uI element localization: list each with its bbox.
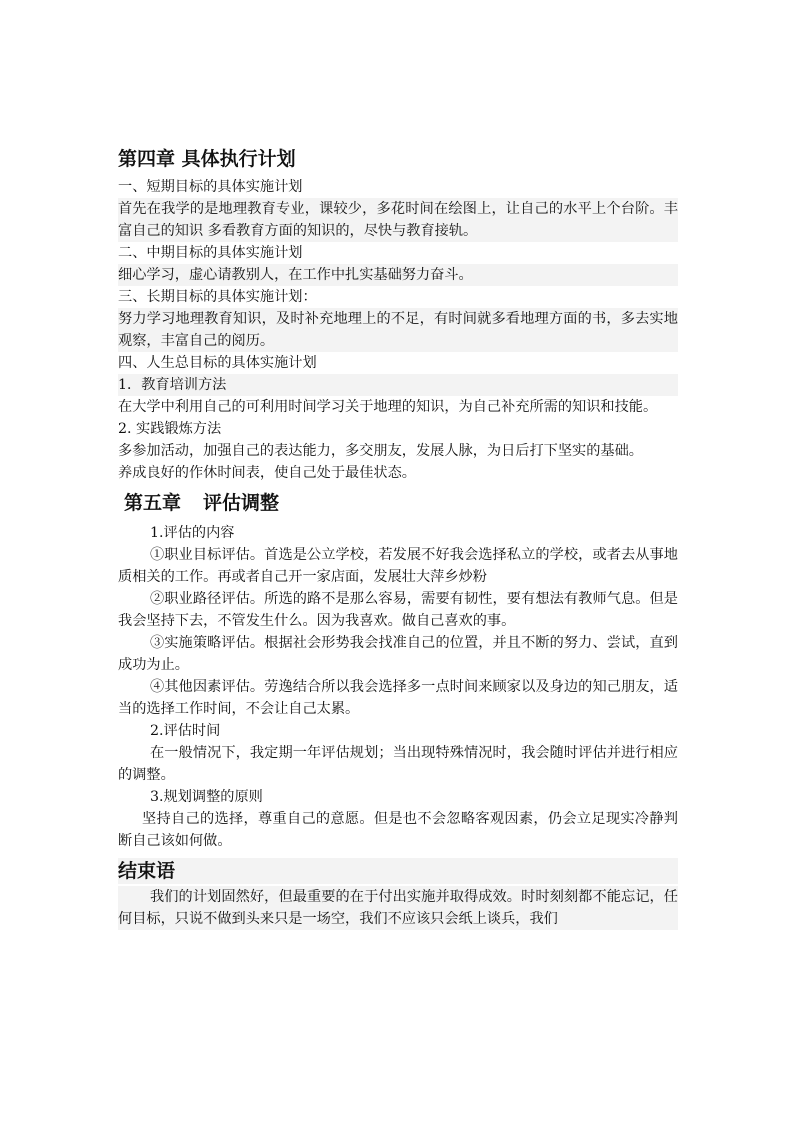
evaluation-time-body: 在一般情况下，我定期一年评估规划；当出现特殊情况时，我会随时评估并进行相应的调整。 — [118, 745, 678, 783]
section-2-heading: 二、中期目标的具体实施计划 — [118, 245, 303, 261]
conclusion-title: 结束语 — [118, 858, 678, 884]
evaluation-item-1: ①职业目标评估。首选是公立学校，若发展不好我会选择私立的学校，或者去从事地质相关的工作。再或者自己开一家店面，发展壮大萍乡炒粉 — [118, 547, 678, 585]
section-4-heading: 四、人生总目标的具体实施计划 — [118, 355, 317, 371]
evaluation-item-3: ③实施策略评估。根据社会形势我会找准自己的位置，并且不断的努力、尝试，直到成功为止。 — [118, 635, 678, 673]
adjustment-principle-body: 坚持自己的选择，尊重自己的意愿。但是也不会忽略客观因素，仍会立足现实冷静判断自己该如何做。 — [118, 811, 678, 849]
section-3-heading: 三、长期目标的具体实施计划： — [118, 289, 317, 305]
method-1-heading: 1．教育培训方法 — [118, 374, 678, 396]
section-3-body: 努力学习地理教育知识，及时补充地理上的不足，有时间就多看地理方面的书，多去实地观察，丰富自己的阅历。 — [118, 308, 678, 352]
section-2-body: 细心学习，虚心请教别人，在工作中扎实基础努力奋斗。 — [118, 264, 678, 286]
method-2-body-2: 养成良好的作休时间表，使自己处于最佳状态。 — [118, 465, 416, 481]
evaluation-content-heading: 1.评估的内容 — [150, 525, 235, 541]
method-1-body: 在大学中利用自己的可利用时间学习关于地理的知识，为自己补充所需的知识和技能。 — [118, 399, 658, 415]
evaluation-item-4: ④其他因素评估。劳逸结合所以我会选择多一点时间来顾家以及身边的知己朋友，适当的选择工作时间，不会让自己太累。 — [118, 679, 678, 717]
evaluation-time-heading: 2.评估时间 — [150, 723, 221, 739]
method-2-heading: 2. 实践锻炼方法 — [118, 421, 222, 437]
chapter-5-name: 评估调整 — [203, 492, 280, 514]
chapter-5-title — [124, 490, 678, 516]
chapter-4-title: 第四章 具体执行计划 — [118, 148, 296, 170]
evaluation-item-2: ②职业路径评估。所选的路不是那么容易，需要有韧性，要有想法有教师气息。但是我会坚持下去，不管发生什么。因为我喜欢。做自己喜欢的事。 — [118, 591, 678, 629]
adjustment-principle-heading: 3.规划调整的原则 — [150, 789, 263, 805]
conclusion-body: 我们的计划固然好，但最重要的在于付出实施并取得成效。时时刻刻都不能忘记，任何目标，只说不做到头来只是一场空，我们不应该只会纸上谈兵，我们 — [118, 886, 678, 930]
document-page — [118, 146, 678, 930]
section-1-heading: 一、短期目标的具体实施计划 — [118, 179, 303, 195]
chapter-5-number: 第五章 — [124, 492, 182, 514]
section-1-body: 首先在我学的是地理教育专业，课较少，多花时间在绘图上，让自己的水平上个台阶。丰富自己的知识 多看教育方面的知识的，尽快与教育接轨。 — [118, 198, 678, 242]
method-2-body-1: 多参加活动，加强自己的表达能力，多交朋友，发展人脉，为日后打下坚实的基础。 — [118, 443, 643, 459]
